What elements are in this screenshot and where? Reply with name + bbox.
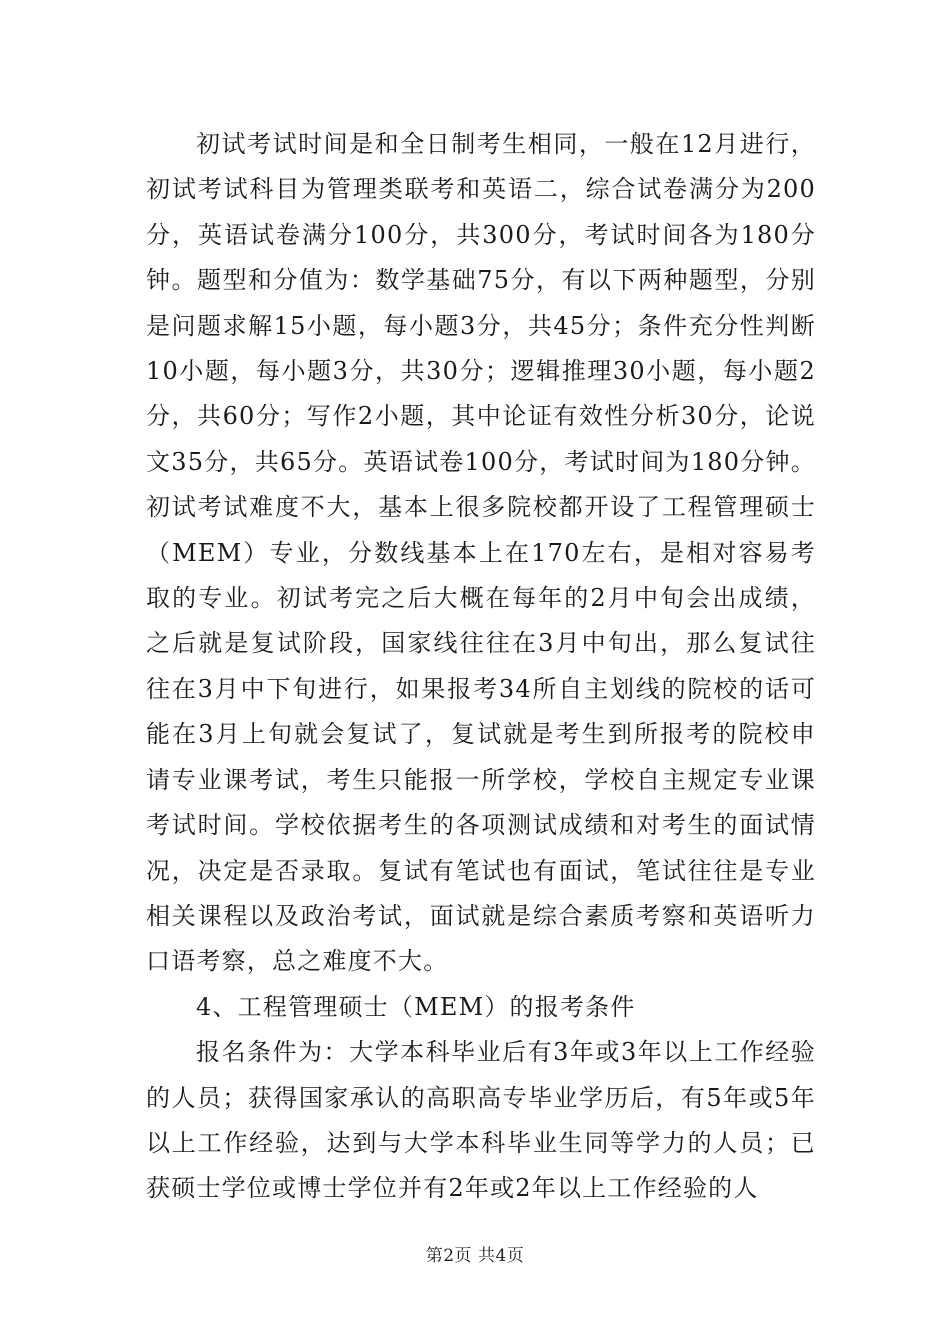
section-heading: 4、工程管理硕士（MEM）的报考条件 <box>196 992 636 1021</box>
conditions-paragraph: 报名条件为：大学本科毕业后有3年或3年以上工作经验的人员；获得国家承认的高职高专毕业学历后，有5年或5年以上工作经验，达到与大学本科毕业生同等学力的人员；已获硕士学位或博士学位并有2年或2年以上工作经验的人 <box>146 1038 816 1203</box>
page-number-footer: 第2页 共4页 <box>425 1246 525 1266</box>
exam-schedule-paragraph: 初试考试时间是和全日制考生相同，一般在12月进行，初试考试科目为管理类联考和英语二，综合试卷满分为200分，英语试卷满分100分，共300分，考试时间各为180分钟。题型和分值为：数学基础75分，有以下两种题型，分别是问题求解15小题，每小题3分，共45分；条件充分性判断10小题，每小题3分，共30分；逻辑推理30小题，每小题2分，共60分；写作2小题，其中论证有效性分析30分，论说文35分，共65分。英语试卷100分，考试时间为180分钟。初试考试难度不大，基本上很多院校都开设了工程管理硕士（MEM）专业，分数线基本上在170左右，是相对容易考取的专业。初试考完之后大概在每年的2月中旬会出成绩，之后就是复试阶段，国家线往往在3月中旬出，那么复试往往在3月中下旬进行，如果报考34所自主划线的院校的话可能在3月上旬就会复试了，复试就是考生到所报考的院校申请专业课考试，考生只能报一所学校，学校自主规定专业课考试时间。学校依据考生的各项测试成绩和对考生的面试情况，决定是否录取。复试有笔试也有面试，笔试往往是专业相关课程以及政治考试，面试就是综合素质考察和英语听力口语考察，总之难度不大。 <box>146 130 816 976</box>
document-body <box>146 122 816 1212</box>
